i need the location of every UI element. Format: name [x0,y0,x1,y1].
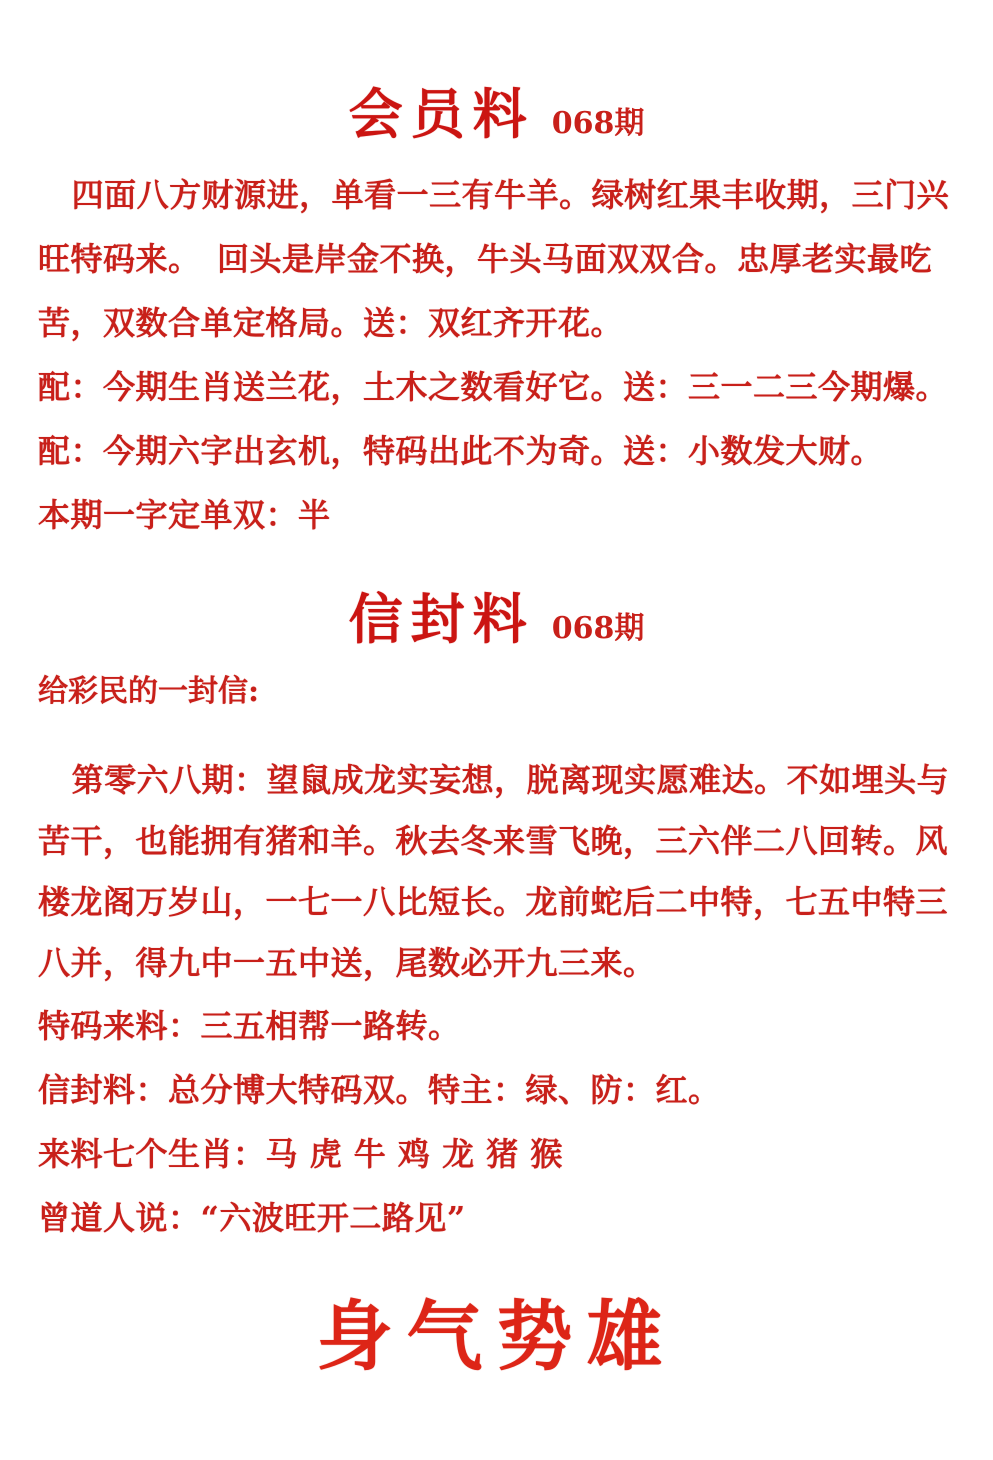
letter-line: 八并，得九中一五中送，尾数必开九三来。 [38,944,656,982]
member-one-word-line: 本期一字定单双：半 [38,496,331,534]
member-paragraph [38,163,955,355]
envelope-title-row [38,577,955,654]
envelope-section-title: 信封料 [348,587,535,651]
letter-intro: 给彩民的一封信: [38,674,260,709]
special-code-line: 特码来料：三五相帮一路转。 [38,1007,461,1045]
letter-paragraph [38,750,955,994]
envelope-summary-line: 信封料：总分博大特码双。特主：绿、防：红。 [38,1071,721,1109]
member-paragraph-line: 四面八方财源进，单看一三有牛羊。绿树红果丰收期，三门兴 [71,176,950,214]
member-section-title: 会员料 [348,82,535,146]
member-pei-line: 配：今期六字出玄机，特码出此不为奇。送：小数发大财。 [38,432,884,470]
envelope-issue-number: 068期 [551,611,645,646]
zeng-quote-line: 曾道人说：“六波旺开二路见” [38,1199,466,1237]
member-paragraph-line: 旺特码来。 回头是岸金不换，牛头马面双双合。忠厚老实最吃 [38,240,933,278]
lottery-tip-sheet [0,72,993,1385]
letter-line: 第零六八期：望鼠成龙实妄想，脱离现实愿难达。不如埋头与 [71,761,950,799]
member-section [38,72,955,547]
footer-banner [38,1276,955,1385]
member-paragraph-line: 苦，双数合单定格局。送：双红齐开花。 [38,304,624,342]
member-issue-number: 068期 [551,106,645,141]
footer-calligraphy-text: 身气势雄 [316,1292,677,1381]
member-title-row [38,72,955,149]
zodiac-line: 来料七个生肖：马 虎 牛 鸡 龙 猪 猴 [38,1135,563,1173]
member-pei-line: 配：今期生肖送兰花，土木之数看好它。送：三一二三今期爆。 [38,368,949,406]
letter-line: 楼龙阁万岁山，一七一八比短长。龙前蛇后二中特，七五中特三 [38,883,949,921]
envelope-section [38,577,955,1250]
letter-line: 苦干，也能拥有猪和羊。秋去冬来雪飞晚，三六伴二八回转。风 [38,822,949,860]
